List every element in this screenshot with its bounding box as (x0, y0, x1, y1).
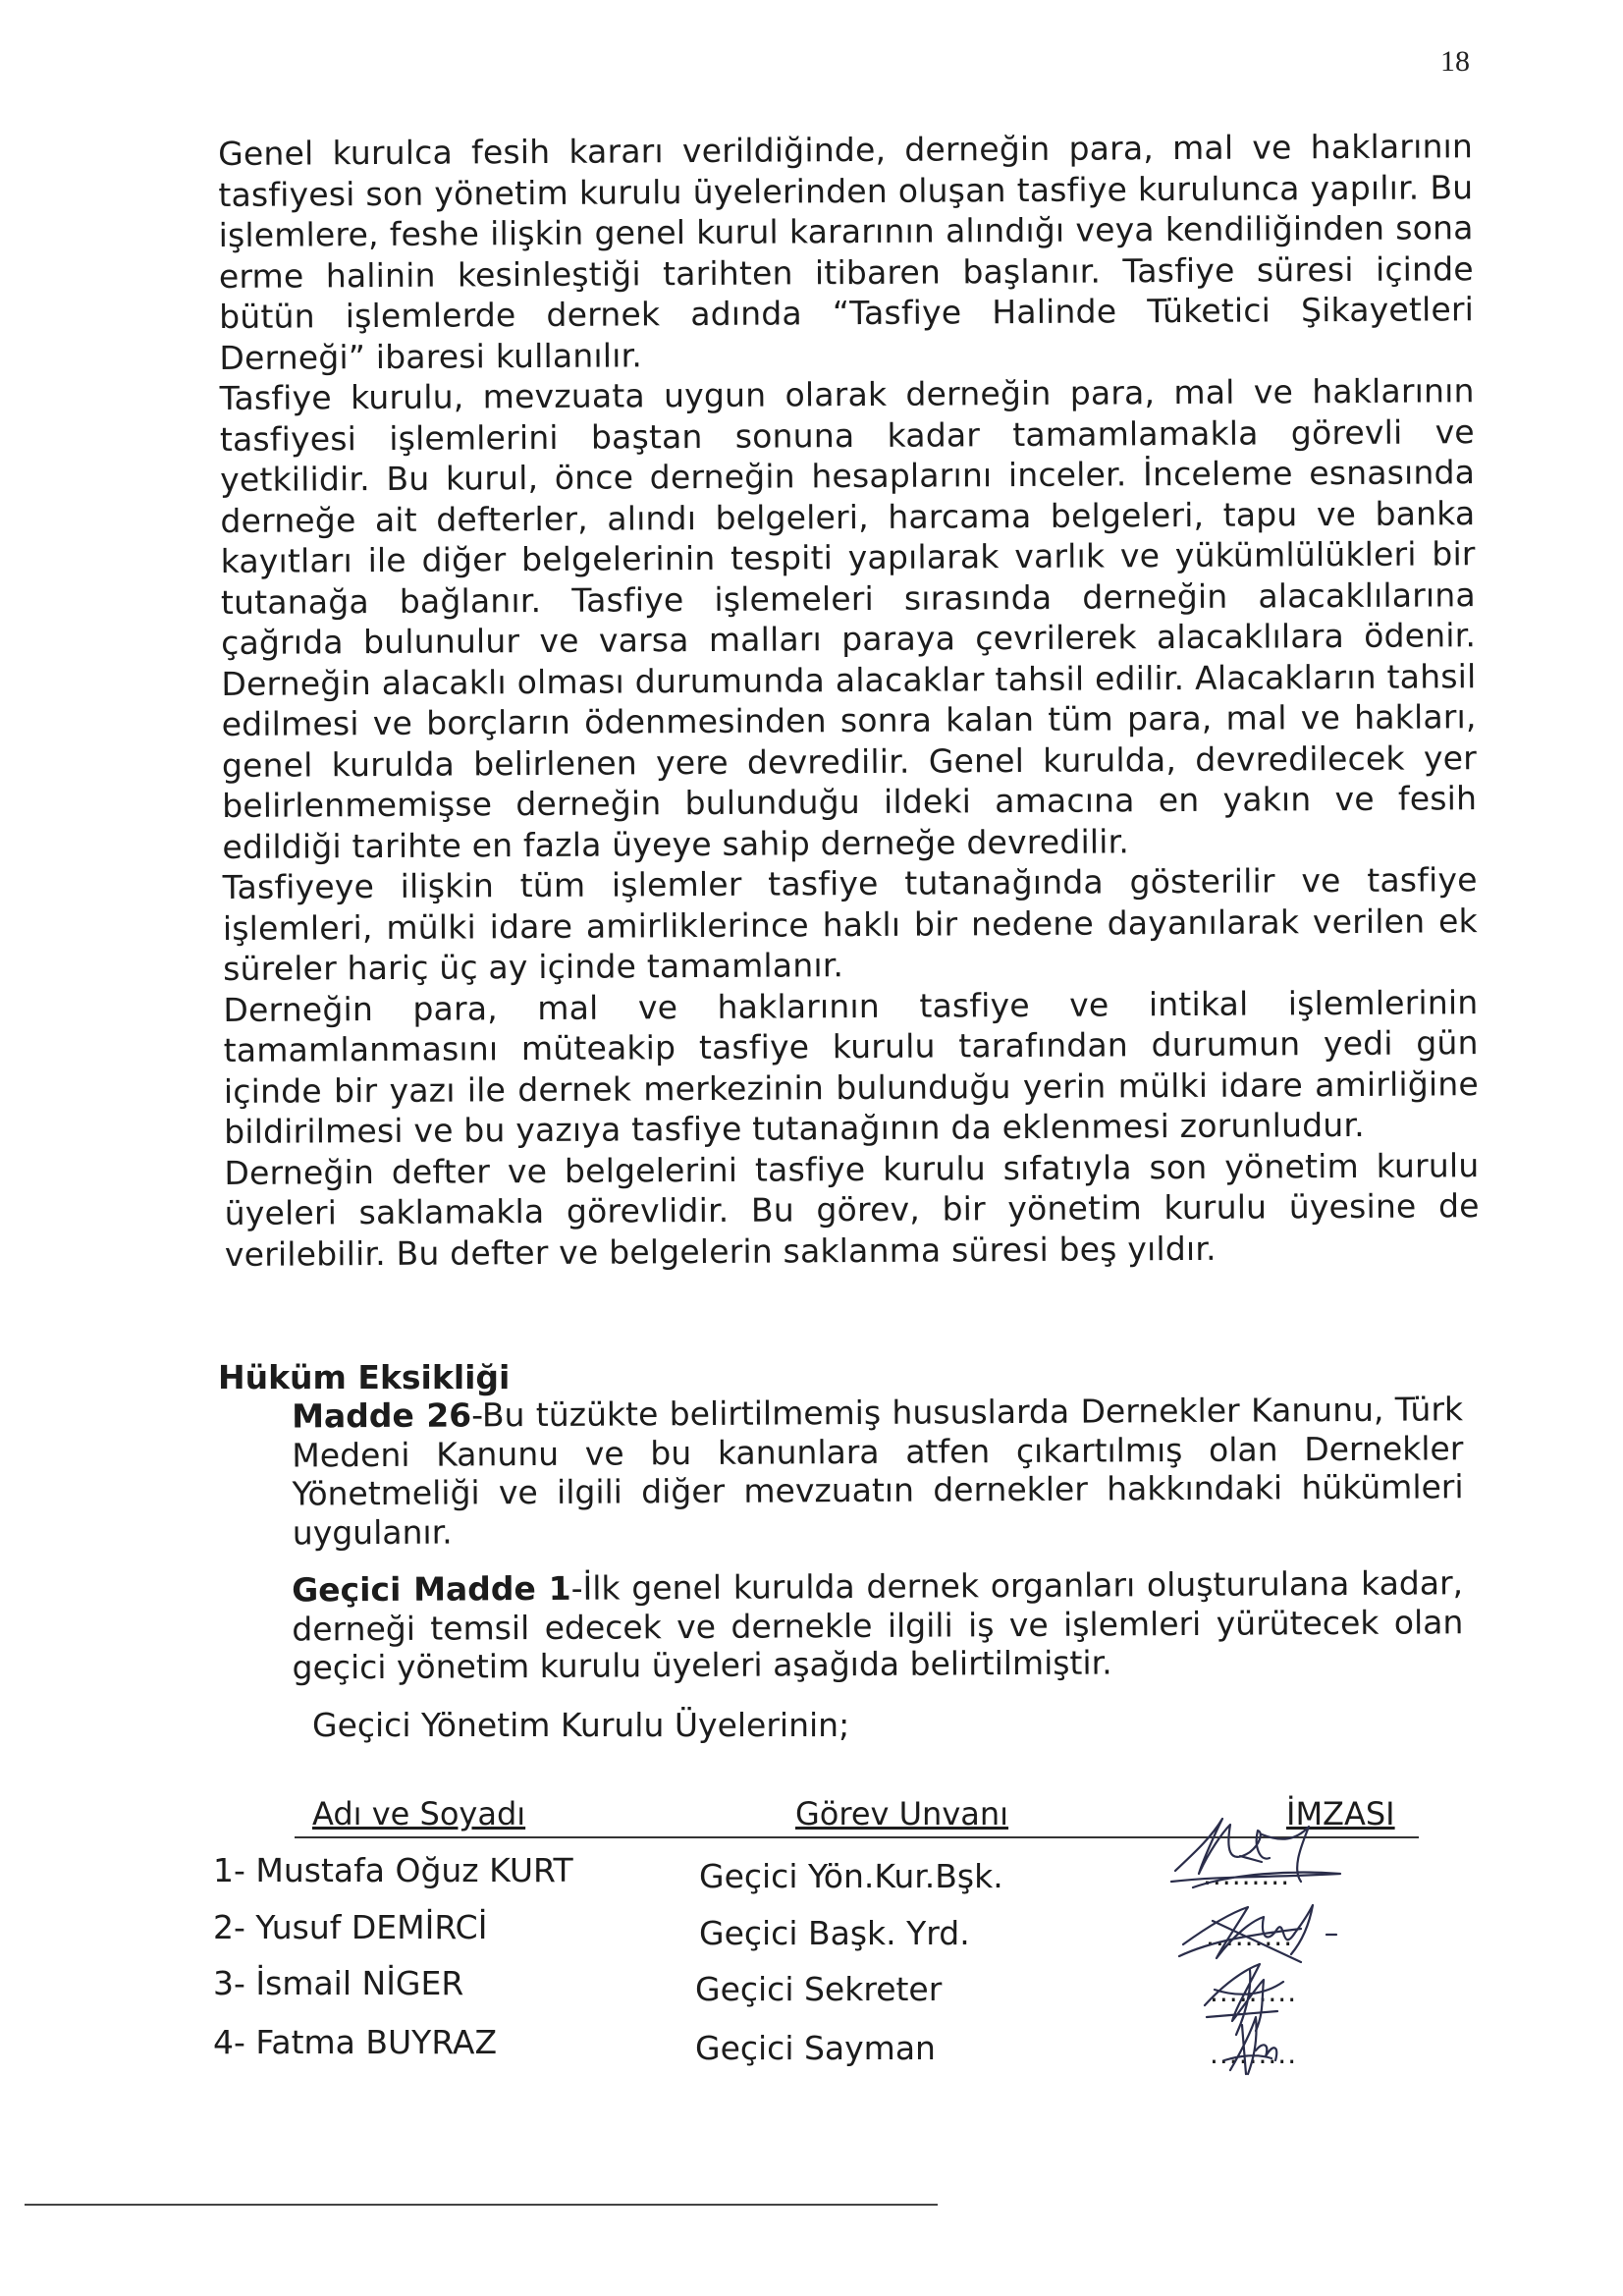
signature-4 (1224, 2017, 1276, 2074)
signature-dots: ......... (1203, 1859, 1291, 1891)
member-title: Geçici Sayman (695, 2029, 936, 2067)
signature-dots: ......... (1210, 2038, 1298, 2070)
header-signature: İMZASI (1286, 1795, 1395, 1832)
paragraph-liquidation-record: Tasfiyeye ilişkin tüm işlemler tasfiye tutanağında gösterilir ve tasfiye işlemleri, mülki idare amirliklerince haklı bir nedene dayanılarak verilen ek süreler hariç üç ay içinde tamamlanır. (222, 860, 1479, 988)
liquidation-text (218, 126, 1480, 1275)
article-26-label: Madde 26 (291, 1395, 472, 1436)
member-name: 4- Fatma BUYRAZ (213, 2023, 498, 2061)
page-number: 18 (1440, 45, 1470, 78)
temporary-article-label: Geçici Madde 1 (291, 1568, 571, 1610)
paragraph-liquidation-board: Tasfiye kurulu, mevzuata uygun olarak derneğin para, mal ve haklarının tasfiyesi işlemlerini baştan sonuna kadar tamamlamakla görevli ve yetkilidir. Bu kurul, önce derneğin hesaplarını inceler. İnceleme esnasında derneğe ait defterler, alındı belgeleri, harcama belgeleri, tapu ve banka kayıtları ile diğer belgelerinin tespiti yapılarak varlık ve yükümlülükleri bir tutanağa bağlanır. Tasfiye işlemeleri sırasında derneğin alacaklılarına çağrıda bulunulur ve varsa malları paraya çevrilerek alacaklılara ödenir. Derneğin alacaklı olması durumunda alacaklar tahsil edilir. Alacakların tahsil edilmesi ve borçların ödenmesinden sonra kalan tüm para, mal ve hakları, genel kurulda belirlenen yere devredilir. Genel kurulda, devredilecek yer belirlenmemişse derneğin bulunduğu ildeki amacına en yakın ve fesih edildiği tarihte en fazla üyeye sahip derneğe devredilir. (219, 371, 1478, 866)
paragraph-record-keeping: Derneğin defter ve belgelerini tasfiye kurulu sıfatıyla son yönetim kurulu üyeleri saklamakla görevlidir. Bu görev, bir yönetim kurulu üyesine de verilebilir. Bu defter ve belgelerin saklanma süresi beş yıldır. (224, 1145, 1480, 1274)
members-intro: Geçici Yönetim Kurulu Üyelerinin; (312, 1706, 850, 1744)
paragraph-dissolution: Genel kurulca fesih kararı verildiğinde, derneğin para, mal ve haklarının tasfiyesi son yönetim kurulu üyelerinden oluşan tasfiye kurulunca yapılır. Bu işlemlere, feshe ilişkin genel kurul kararının alındığı veya kendiliğinden sona erme halinin kesinleştiği tarihten itibaren başlanır. Tasfiye süresi içinde bütün işlemlerde dernek adında “Tasfiye Halinde Tüketici Şikayetleri Derneği” ibaresi kullanılır. (218, 127, 1475, 377)
member-name: 2- Yusuf DEMİRCİ (213, 1908, 488, 1946)
signature-3 (1205, 1964, 1283, 2035)
paragraph-notification: Derneğin para, mal ve haklarının tasfiye ve intikal işlemlerinin tamamlanmasını müteakip tasfiye kurulu tarafından durumun yedi gün içinde bir yazı ile dernek merkezinin bulunduğu yerin mülki idare amirliğine bildirilmesi ve bu yazıya tasfiye tutanağının da eklenmesi zorunludur. (223, 982, 1480, 1151)
member-name: 1- Mustafa Oğuz KURT (213, 1851, 573, 1889)
signature-dots: ......... (1210, 1976, 1298, 2008)
temporary-article-text: -İlk genel kurulda dernek organları oluşturulana kadar, derneği temsil edecek ve dernekle ilgili iş ve işlemleri yürütecek olan geçici yönetim kurulu üyeleri aşağıda belirtilmiştir. (292, 1563, 1464, 1687)
temporary-article-1 (218, 1563, 1464, 1687)
article-26 (218, 1390, 1464, 1553)
member-title: Geçici Başk. Yrd. (699, 1914, 970, 1952)
signature-1 (1171, 1819, 1340, 1887)
footer-rule (25, 2204, 938, 2206)
header-name: Adı ve Soyadı (312, 1795, 526, 1832)
member-title: Geçici Yön.Kur.Bşk. (699, 1857, 1003, 1895)
signature-dots: ......... (1206, 1920, 1294, 1952)
member-name: 3- İsmail NİGER (213, 1964, 464, 2002)
signatures-image (1154, 1797, 1429, 2082)
section-title: Hüküm Eksikliği (218, 1358, 511, 1396)
header-title: Görev Unvanı (795, 1795, 1009, 1832)
signature-2 (1179, 1905, 1336, 1962)
member-title: Geçici Sekreter (695, 1970, 943, 2008)
article-26-text: -Bu tüzükte belirtilmemiş hususlarda Dernekler Kanunu, Türk Medeni Kanunu ve bu kanunlara atfen çıkartılmış olan Dernekler Yönetmeliği ve ilgili diğer mevzuatın dernekler hakkındaki hükümleri uygulanır. (292, 1390, 1464, 1553)
